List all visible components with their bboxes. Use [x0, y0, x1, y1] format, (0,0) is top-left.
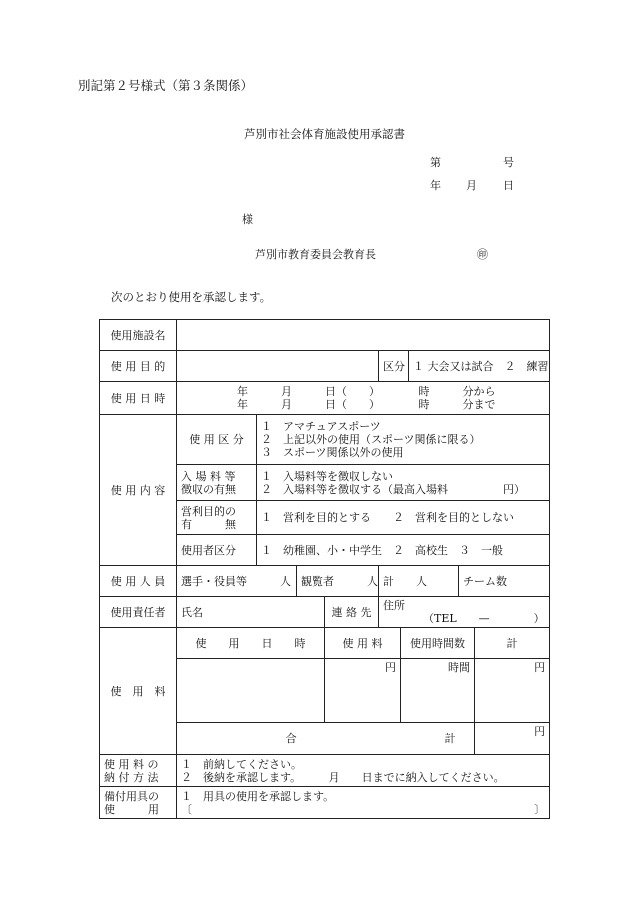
equipment-bracket-row — [181, 803, 545, 816]
tel-field: （TEL — ） — [423, 612, 545, 625]
category-options[interactable]: １ 大会又は試合 ２ 練習 — [409, 351, 550, 382]
date-year: 年 — [430, 179, 441, 192]
team-count[interactable]: チーム数 — [459, 566, 550, 597]
admission-options[interactable] — [257, 465, 550, 501]
grand-total-field[interactable] — [475, 723, 550, 755]
row-persons — [100, 566, 550, 597]
grand-total-label-b: 計 — [444, 732, 456, 745]
fee-col-datetime: 使 用 日 時 — [177, 628, 325, 659]
addressee-honorific: 様 — [242, 213, 253, 226]
profit-options[interactable]: １ 営利を目的とする ２ 営利を目的としない — [257, 501, 550, 535]
facility-name-field[interactable] — [177, 320, 550, 351]
equipment-bracket-close: 〕 — [534, 802, 546, 816]
row-datetime — [100, 382, 550, 415]
grand-total-label-a: 合 — [285, 732, 297, 745]
responsible-name[interactable] — [177, 597, 325, 628]
contact-field[interactable] — [379, 597, 550, 628]
issuer-name: 芦別市教育委員会教育長 — [255, 248, 376, 261]
equipment-label-line2: 使 用 — [104, 802, 159, 816]
document-title: 芦別市社会体育施設使用承認書 — [244, 127, 405, 141]
payment-options[interactable] — [177, 755, 550, 787]
usage-type-label: 使 用 区 分 — [177, 415, 257, 465]
persons-label: 使 用 人 員 — [100, 566, 177, 597]
category-label: 区分 — [379, 351, 409, 382]
payment-2: ２ 後納を承認します。 月 日までに納入してください。 — [181, 770, 505, 784]
spectators-count[interactable]: 観覧者 人 — [297, 566, 379, 597]
usage-type-2: ２ 上記以外の使用（スポーツ関係に限る） — [261, 433, 481, 446]
fee-hours-unit: 時間 — [448, 661, 470, 674]
payment-label-line1: 使 用 料 の — [104, 757, 159, 771]
row-purpose — [100, 351, 550, 382]
fee-col-total: 計 — [475, 628, 550, 659]
equipment-label — [100, 787, 177, 819]
fee-col-fee: 使 用 料 — [325, 628, 401, 659]
facility-name-label: 使用施設名 — [100, 320, 177, 351]
datetime-from: 年 月 日（ ） 時 分から — [237, 385, 496, 398]
equipment-1: １ 用具の使用を承認します。 — [181, 789, 335, 803]
row-usage-type — [100, 415, 550, 465]
usage-type-options[interactable] — [257, 415, 550, 465]
admission-1: １ 入場料等を徴収しない — [261, 469, 393, 483]
payment-1: １ 前納してください。 — [181, 757, 302, 771]
user-category-options[interactable]: １ 幼稚園、小・中学生 ２ 高校生 ３ 一般 — [257, 535, 550, 566]
payment-label-line2: 納 付 方 法 — [104, 770, 159, 784]
subtotal-yen: 円 — [534, 661, 546, 674]
equipment-field[interactable] — [177, 787, 550, 819]
datetime-label: 使 用 日 時 — [100, 382, 177, 415]
row-responsible — [100, 597, 550, 628]
profit-label-line1: 営利目的の — [181, 504, 236, 518]
contact-label: 連 絡 先 — [325, 597, 379, 628]
fee-hours-field[interactable] — [401, 659, 475, 723]
fee-label: 使 用 料 — [100, 628, 177, 755]
responsible-label: 使用責任者 — [100, 597, 177, 628]
content-label: 使 用 内 容 — [100, 415, 177, 566]
admission-label — [177, 465, 257, 501]
intro-text: 次のとおり使用を承認します。 — [111, 290, 272, 304]
form-number-label: 別記第２号様式（第３条関係） — [78, 78, 254, 93]
purpose-label: 使 用 目 的 — [100, 351, 177, 382]
fee-col-hours: 使用時間数 — [401, 628, 475, 659]
fee-datetime-field[interactable] — [177, 659, 325, 723]
equipment-bracket-open: 〔 — [181, 802, 192, 816]
name-label: 氏名 — [181, 605, 203, 619]
datetime-field[interactable] — [177, 382, 550, 415]
total-yen: 円 — [534, 725, 546, 738]
row-equipment — [100, 787, 550, 819]
datetime-to: 年 月 日（ ） 時 分まで — [237, 398, 496, 411]
admission-label-line1: 入 場 料 等 — [181, 469, 236, 483]
payment-label — [100, 755, 177, 787]
date-month: 月 — [466, 179, 477, 192]
profit-label-line2: 有 無 — [181, 517, 236, 531]
admission-2: ２ 入場料等を徴収する（最高入場料 円） — [261, 482, 525, 496]
players-count[interactable]: 選手・役員等 人 — [177, 566, 297, 597]
total-persons[interactable]: 計 人 — [379, 566, 459, 597]
row-fee-header — [100, 628, 550, 659]
admission-label-line2: 徴収の有無 — [181, 482, 236, 496]
grand-total-label — [177, 723, 475, 755]
address-label: 住所 — [383, 599, 405, 612]
row-payment — [100, 755, 550, 787]
fee-subtotal-field[interactable] — [475, 659, 550, 723]
fee-yen: 円 — [385, 661, 396, 674]
usage-type-3: ３ スポーツ関係以外の使用 — [261, 446, 404, 459]
usage-type-1: １ アマチュアスポーツ — [261, 420, 381, 433]
number-suffix: 号 — [503, 156, 514, 169]
approval-form-table — [99, 319, 550, 819]
user-category-label: 使用者区分 — [177, 535, 257, 566]
purpose-field[interactable] — [177, 351, 379, 382]
equipment-label-line1: 備付用具の — [104, 789, 159, 803]
date-day: 日 — [503, 179, 514, 192]
seal-mark: ㊞ — [477, 248, 488, 261]
grand-total-inner — [181, 732, 470, 745]
profit-label — [177, 501, 257, 535]
number-prefix: 第 — [430, 156, 441, 169]
row-facility — [100, 320, 550, 351]
fee-amount-field[interactable] — [325, 659, 401, 723]
